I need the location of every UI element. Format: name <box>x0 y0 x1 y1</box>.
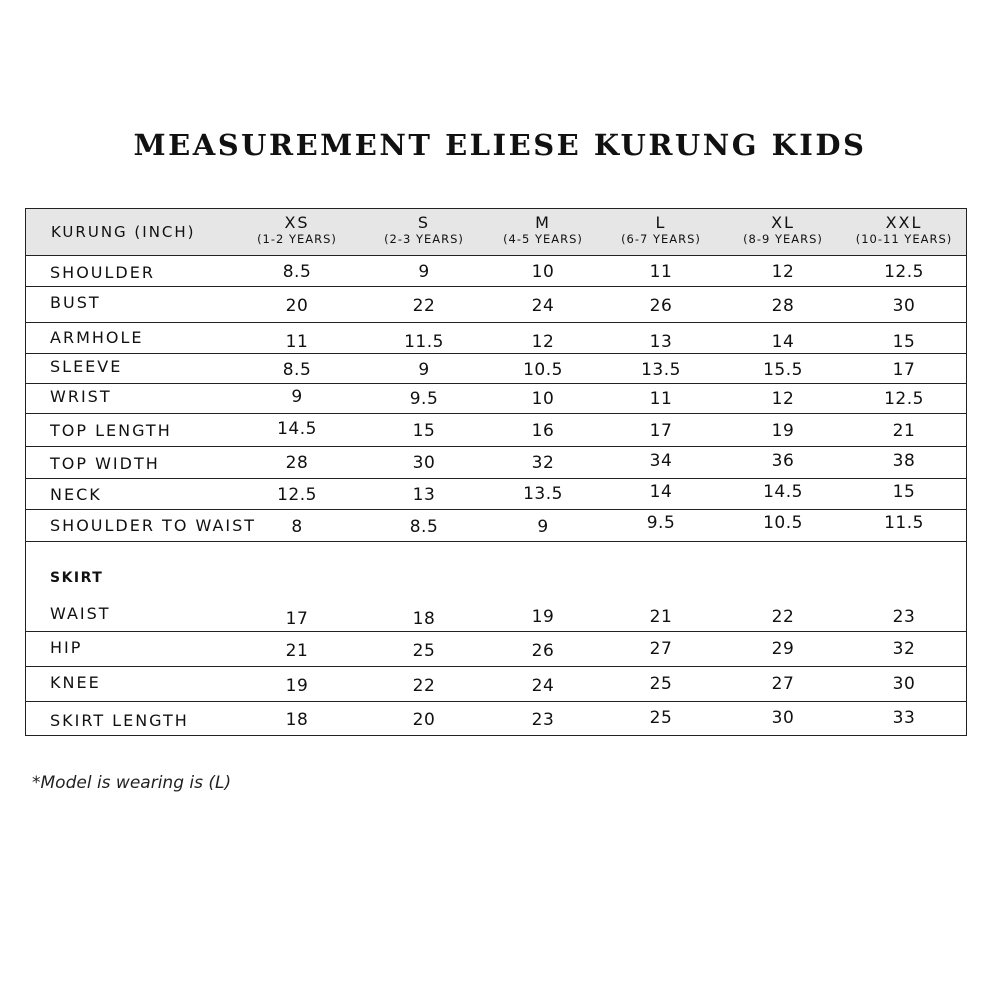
section-heading-skirt: SKIRT <box>50 570 104 586</box>
row-label: NECK <box>50 485 102 504</box>
cell-xxl: 21 <box>892 421 916 441</box>
cell-s: 20 <box>412 710 436 730</box>
size-name: L <box>655 213 667 232</box>
cell-xs: 11 <box>285 332 309 352</box>
cell-m: 24 <box>531 676 555 696</box>
row-label: TOP LENGTH <box>50 421 172 440</box>
cell-s: 15 <box>412 421 436 441</box>
table-row <box>26 384 966 414</box>
cell-s: 11.5 <box>404 332 444 352</box>
cell-l: 27 <box>649 639 673 659</box>
row-label: TOP WIDTH <box>50 454 160 473</box>
cell-xxl: 32 <box>892 639 916 659</box>
table-row <box>26 542 966 632</box>
cell-xl: 14 <box>771 332 795 352</box>
cell-xl: 29 <box>771 639 795 659</box>
header-size-m <box>483 209 603 247</box>
cell-xs: 28 <box>285 453 309 473</box>
size-age: (4-5 YEARS) <box>503 232 583 246</box>
row-label: HIP <box>50 638 83 657</box>
cell-s: 9.5 <box>409 389 439 409</box>
header-size-l <box>601 209 721 247</box>
table-row <box>26 255 966 287</box>
cell-l: 34 <box>649 451 673 471</box>
table-row <box>26 479 966 510</box>
cell-s: 13 <box>412 485 436 505</box>
cell-s: 9 <box>418 360 430 380</box>
size-name: M <box>535 213 551 232</box>
cell-xs: 14.5 <box>277 419 317 439</box>
cell-xxl: 12.5 <box>884 389 924 409</box>
header-size-xs <box>237 209 357 247</box>
model-size-note: *Model is wearing is (L) <box>32 773 232 793</box>
size-age: (8-9 YEARS) <box>743 232 823 246</box>
cell-l: 11 <box>649 389 673 409</box>
header-size-xxl <box>844 209 964 247</box>
row-label: SKIRT LENGTH <box>50 711 189 730</box>
cell-m: 10.5 <box>523 360 563 380</box>
cell-xl: 14.5 <box>763 482 803 502</box>
cell-s: 25 <box>412 641 436 661</box>
cell-xxl: 30 <box>892 674 916 694</box>
size-name: XS <box>284 213 310 232</box>
table-row <box>26 632 966 667</box>
cell-l: 17 <box>649 421 673 441</box>
cell-l: 13 <box>649 332 673 352</box>
cell-xxl: 15 <box>892 482 916 502</box>
header-size-xl <box>723 209 843 247</box>
cell-s: 22 <box>412 676 436 696</box>
cell-m: 23 <box>531 710 555 730</box>
cell-xxl: 38 <box>892 451 916 471</box>
table-row <box>26 702 966 736</box>
page-title: MEASUREMENT ELIESE KURUNG KIDS <box>133 128 867 162</box>
cell-l: 21 <box>649 607 673 627</box>
table-row <box>26 510 966 542</box>
cell-xs: 18 <box>285 710 309 730</box>
size-age: (10-11 YEARS) <box>855 232 953 246</box>
cell-m: 32 <box>531 453 555 473</box>
cell-m: 10 <box>531 262 555 282</box>
cell-s: 8.5 <box>409 517 439 537</box>
row-label: KNEE <box>50 673 101 692</box>
table-row <box>26 287 966 323</box>
cell-xl: 19 <box>771 421 795 441</box>
cell-m: 9 <box>537 517 549 537</box>
cell-xs: 21 <box>285 641 309 661</box>
cell-m: 16 <box>531 421 555 441</box>
cell-xl: 27 <box>771 674 795 694</box>
cell-m: 12 <box>531 332 555 352</box>
row-label: SHOULDER <box>50 263 155 282</box>
cell-xs: 9 <box>291 387 303 407</box>
row-label: WRIST <box>50 387 112 406</box>
cell-l: 25 <box>649 708 673 728</box>
table-row <box>26 354 966 384</box>
cell-xs: 8.5 <box>282 360 312 380</box>
cell-l: 14 <box>649 482 673 502</box>
cell-xxl: 15 <box>892 332 916 352</box>
size-age: (6-7 YEARS) <box>621 232 701 246</box>
size-name: XXL <box>885 213 923 232</box>
cell-xs: 17 <box>285 609 309 629</box>
cell-m: 10 <box>531 389 555 409</box>
cell-m: 13.5 <box>523 484 563 504</box>
cell-xxl: 17 <box>892 360 916 380</box>
table-row <box>26 447 966 479</box>
cell-xs: 20 <box>285 296 309 316</box>
size-name: S <box>417 213 431 232</box>
cell-xxl: 23 <box>892 607 916 627</box>
row-label: SLEEVE <box>50 357 123 376</box>
size-chart-table <box>25 208 967 736</box>
table-row <box>26 414 966 447</box>
cell-xs: 12.5 <box>277 485 317 505</box>
cell-xl: 36 <box>771 451 795 471</box>
cell-l: 11 <box>649 262 673 282</box>
cell-l: 13.5 <box>641 360 681 380</box>
cell-m: 26 <box>531 641 555 661</box>
cell-xl: 22 <box>771 607 795 627</box>
cell-xl: 15.5 <box>763 360 803 380</box>
cell-xl: 30 <box>771 708 795 728</box>
cell-m: 24 <box>531 296 555 316</box>
table-row <box>26 667 966 702</box>
size-age: (2-3 YEARS) <box>384 232 464 246</box>
cell-m: 19 <box>531 607 555 627</box>
cell-l: 9.5 <box>646 513 676 533</box>
row-label: ARMHOLE <box>50 328 144 347</box>
size-age: (1-2 YEARS) <box>257 232 337 246</box>
cell-xl: 28 <box>771 296 795 316</box>
cell-xs: 8 <box>291 517 303 537</box>
cell-xl: 12 <box>771 262 795 282</box>
cell-xs: 19 <box>285 676 309 696</box>
header-label: KURUNG (INCH) <box>51 223 196 241</box>
table-row <box>26 323 966 354</box>
cell-xl: 10.5 <box>763 513 803 533</box>
cell-s: 22 <box>412 296 436 316</box>
size-name: XL <box>771 213 795 232</box>
cell-xxl: 12.5 <box>884 262 924 282</box>
cell-l: 25 <box>649 674 673 694</box>
cell-xxl: 11.5 <box>884 513 924 533</box>
cell-s: 30 <box>412 453 436 473</box>
cell-s: 18 <box>412 609 436 629</box>
cell-xs: 8.5 <box>282 262 312 282</box>
cell-xxl: 33 <box>892 708 916 728</box>
row-label: BUST <box>50 293 101 312</box>
table-header-row <box>26 209 966 256</box>
cell-xl: 12 <box>771 389 795 409</box>
row-label: WAIST <box>50 604 111 623</box>
cell-l: 26 <box>649 296 673 316</box>
header-size-s <box>364 209 484 247</box>
row-label: SHOULDER TO WAIST <box>50 516 257 535</box>
cell-xxl: 30 <box>892 296 916 316</box>
cell-s: 9 <box>418 262 430 282</box>
